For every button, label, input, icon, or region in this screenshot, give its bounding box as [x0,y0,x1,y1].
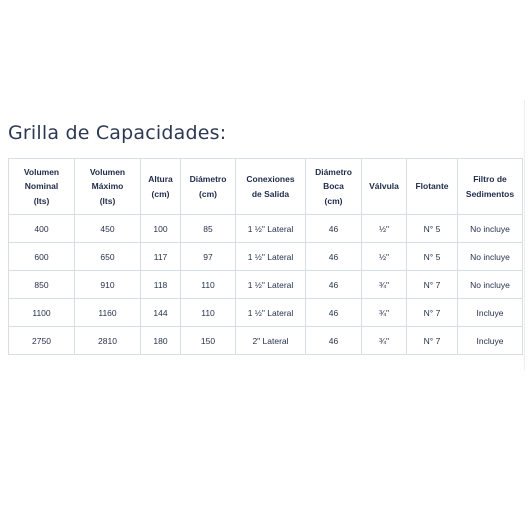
cell-volumen-maximo: 1160 [75,299,141,327]
cell-altura: 117 [141,243,181,271]
cell-volumen-nominal: 600 [9,243,75,271]
table-row [9,327,523,355]
cell-flotante: N° 7 [407,271,458,299]
cell-conexiones-salida: 1 ½" Lateral [236,299,306,327]
cell-filtro-sedimentos: No incluye [458,243,523,271]
header-volumen-maximo: Volumen Máximo (lts) [75,159,141,215]
cell-volumen-maximo: 650 [75,243,141,271]
cell-filtro-sedimentos: Incluye [458,327,523,355]
cell-conexiones-salida: 1 ½" Lateral [236,243,306,271]
header-diametro: Diámetro (cm) [181,159,236,215]
capacity-table [8,158,523,355]
cell-altura: 118 [141,271,181,299]
cell-flotante: N° 7 [407,299,458,327]
cell-volumen-maximo: 910 [75,271,141,299]
header-valvula: Válvula [362,159,407,215]
cell-volumen-maximo: 2810 [75,327,141,355]
cell-valvula: ¾" [362,327,407,355]
cell-valvula: ½" [362,243,407,271]
cell-diametro: 110 [181,271,236,299]
header-volumen-nominal: Volumen Nominal (lts) [9,159,75,215]
cell-diametro-boca: 46 [306,327,362,355]
cell-altura: 180 [141,327,181,355]
cell-volumen-nominal: 400 [9,215,75,243]
table-header-row [9,159,523,215]
cell-diametro: 110 [181,299,236,327]
cell-filtro-sedimentos: Incluye [458,299,523,327]
header-conexiones-salida: Conexiones de Salida [236,159,306,215]
cell-altura: 100 [141,215,181,243]
header-altura: Altura (cm) [141,159,181,215]
cell-volumen-nominal: 2750 [9,327,75,355]
cell-flotante: N° 7 [407,327,458,355]
cell-volumen-nominal: 850 [9,271,75,299]
table-row [9,299,523,327]
cell-flotante: N° 5 [407,243,458,271]
cell-conexiones-salida: 1 ½" Lateral [236,271,306,299]
cell-volumen-nominal: 1100 [9,299,75,327]
cell-valvula: ¾" [362,299,407,327]
divider [524,100,525,370]
cell-conexiones-salida: 2" Lateral [236,327,306,355]
cell-diametro: 97 [181,243,236,271]
cell-valvula: ½" [362,215,407,243]
cell-altura: 144 [141,299,181,327]
header-filtro-sedimentos: Filtro de Sedimentos [458,159,523,215]
page-title: Grilla de Capacidades: [8,122,227,144]
cell-conexiones-salida: 1 ½" Lateral [236,215,306,243]
cell-filtro-sedimentos: No incluye [458,271,523,299]
cell-diametro-boca: 46 [306,243,362,271]
header-flotante: Flotante [407,159,458,215]
table-row [9,215,523,243]
cell-diametro-boca: 46 [306,215,362,243]
table-row [9,271,523,299]
table-row [9,243,523,271]
cell-diametro: 150 [181,327,236,355]
cell-flotante: N° 5 [407,215,458,243]
cell-diametro: 85 [181,215,236,243]
cell-diametro-boca: 46 [306,271,362,299]
cell-valvula: ¾" [362,271,407,299]
cell-filtro-sedimentos: No incluye [458,215,523,243]
header-diametro-boca: Diámetro Boca (cm) [306,159,362,215]
cell-volumen-maximo: 450 [75,215,141,243]
cell-diametro-boca: 46 [306,299,362,327]
